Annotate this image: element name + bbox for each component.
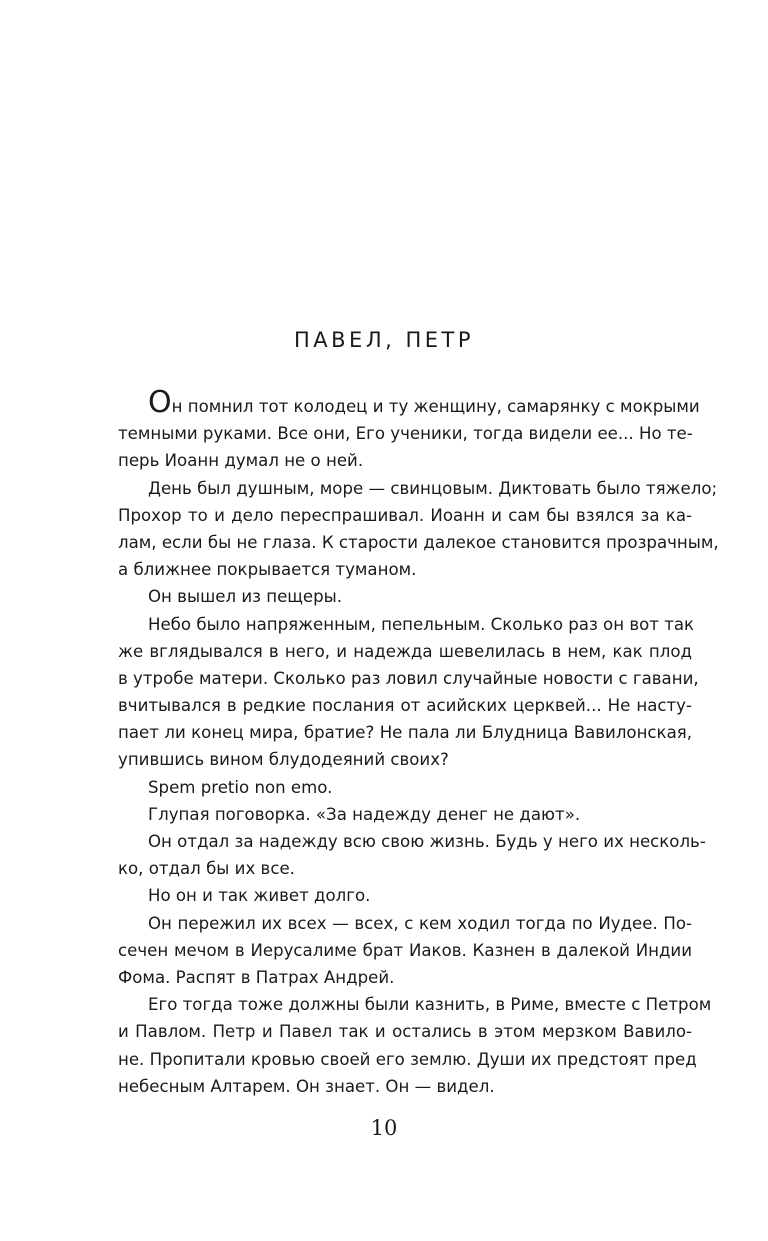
text-line: Фома. Распят в Патрах Андрей.	[118, 967, 395, 987]
text-line: вчитывался в редкие послания от асийских церквей... Не насту-	[118, 696, 692, 716]
text-line: Но он и так живет долго.	[148, 886, 371, 906]
text-line: День был душным, море — свинцовым. Диктовать было тяжело;	[148, 478, 718, 498]
text-line: н помнил тот колодец и ту женщину, самарянку с мокрыми	[171, 397, 700, 416]
text-line: же вглядывался в него, и надежда шевелилась в нем, как плод	[118, 641, 692, 661]
text-line: лам, если бы не глаза. К старости далекое становится прозрачным,	[118, 532, 719, 552]
text-line: перь Иоанн думал не о ней.	[118, 451, 364, 471]
body-text	[118, 385, 719, 1100]
text-line: не. Пропитали кровью своей его землю. Души их предстоят пред	[118, 1049, 697, 1069]
chapter-title: ПАВЕЛ, ПЕТР	[293, 328, 475, 352]
text-lines	[118, 420, 719, 1100]
text-line: Глупая поговорка. «За надежду денег не дают».	[148, 804, 581, 824]
text-line: а ближнее покрывается туманом.	[118, 560, 417, 580]
text-line: Его тогда тоже должны были казнить, в Риме, вместе с Петром	[148, 995, 712, 1015]
first-line	[118, 385, 700, 420]
text-line: Он вышел из пещеры.	[148, 587, 343, 607]
text-line: Небо было напряженным, пепельным. Сколько раз он вот так	[148, 614, 695, 634]
page-number: 10	[370, 1116, 398, 1140]
text-line: Spem pretio non emo.	[148, 777, 333, 797]
text-line: упившись вином блудодеяний своих?	[118, 750, 449, 770]
text-line: ко, отдал бы их все.	[118, 859, 295, 879]
text-line: Он пережил их всех — всех, с кем ходил тогда по Иудее. По-	[148, 913, 692, 933]
text-line: в утробе матери. Сколько раз ловил случайные новости с гавани,	[118, 668, 699, 688]
text-line: пает ли конец мира, братие? Не пала ли Блудница Вавилонская,	[118, 723, 692, 743]
text-line: сечен мечом в Иерусалиме брат Иаков. Казнен в далекой Индии	[118, 940, 692, 960]
text-line: темными руками. Все они, Его ученики, тогда видели ее... Но те-	[118, 424, 693, 444]
text-line: Он отдал за надежду всю свою жизнь. Будь у него их несколь-	[148, 832, 706, 851]
text-line: и Павлом. Петр и Павел так и остались в этом мерзком Вавило-	[118, 1022, 692, 1042]
text-line: небесным Алтарем. Он знает. Он — видел.	[118, 1076, 495, 1096]
text-line: Прохор то и дело переспрашивал. Иоанн и сам бы взялся за ка-	[118, 505, 692, 525]
drop-cap-letter: О	[148, 385, 172, 420]
